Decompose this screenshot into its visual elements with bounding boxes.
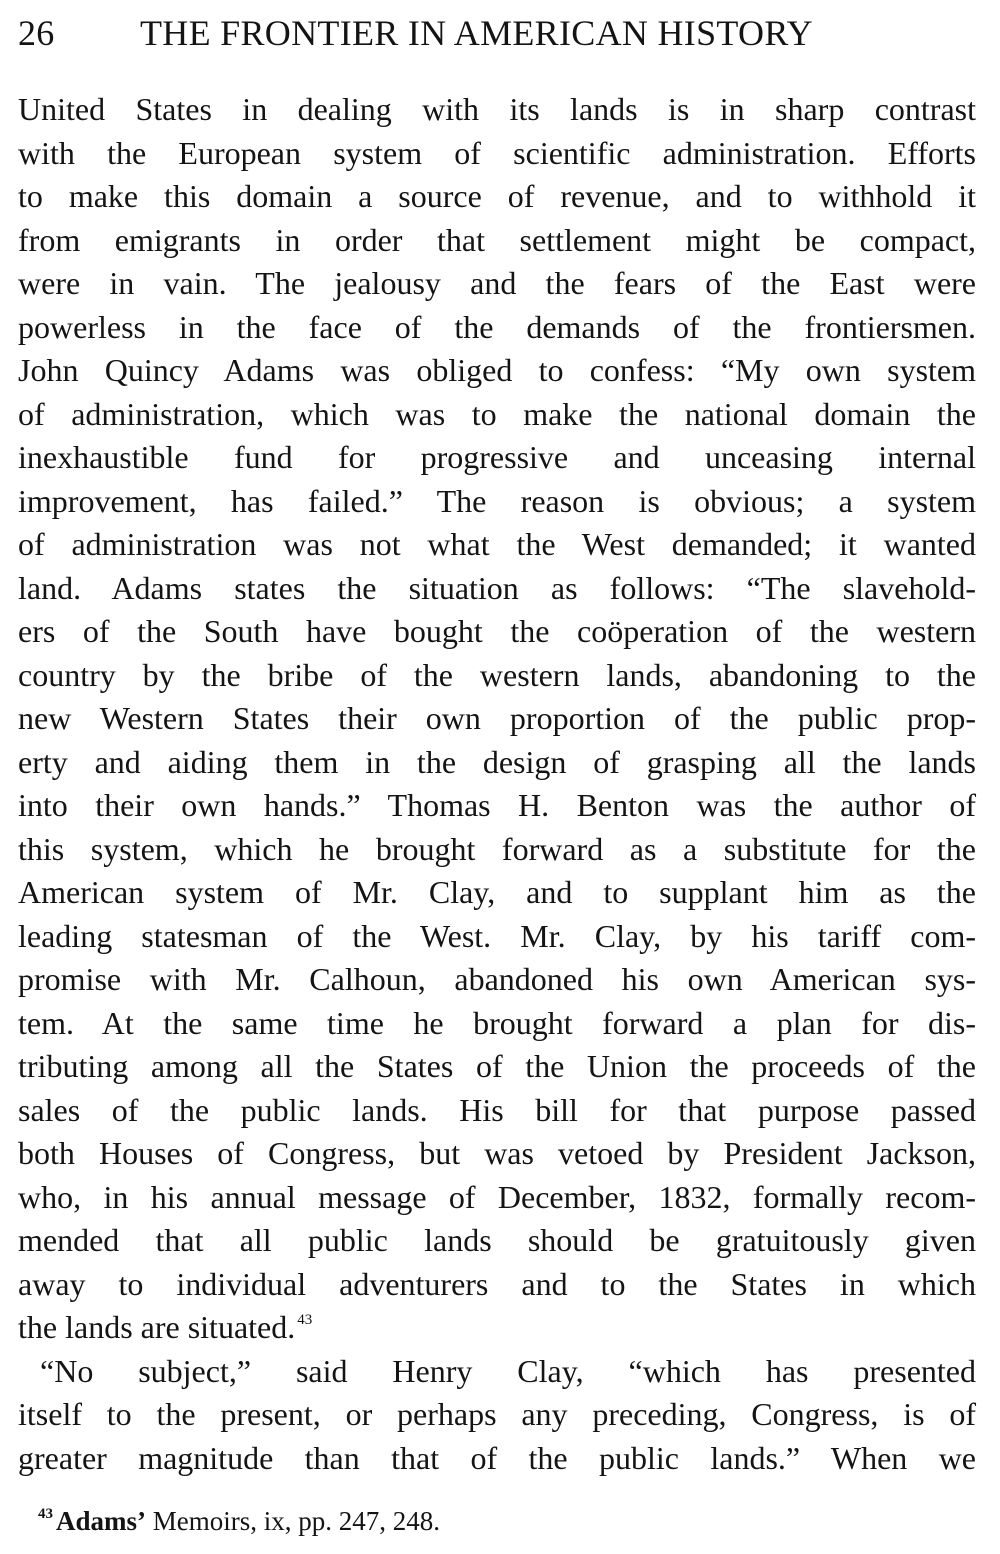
text-line: country by the bribe of the western lands, abandoning to the [18,656,976,693]
text-line: United States in dealing with its lands is in sharp contrast [18,91,976,127]
text-line: promise with Mr. Calhoun, abandoned his own American sys- [18,961,976,997]
text-line: greater magnitude than that of the public lands.” When we [18,1439,976,1476]
text-line: away to individual adventurers and to the States in which [18,1265,976,1302]
text-line: both Houses of Congress, but was vetoed by President Jackson, [18,1135,976,1171]
footnote [38,1504,440,1538]
paragraph-end-line [18,1306,363,1350]
text-line: “No subject,” said Henry Clay, “which has presented [40,1352,976,1389]
text-line: leading statesman of the West. Mr. Clay, by his tariff com- [18,917,976,954]
text-line: ers of the South have bought the coöperation of the western [18,613,976,649]
running-title: THE FRONTIER IN AMERICAN HISTORY [140,13,813,53]
text-line: from emigrants in order that settlement might be compact, [18,221,976,258]
text-line: inexhaustible fund for progressive and unceasing internal [18,439,976,475]
footnote-text: Memoirs, ix, pp. 247, 248. [146,1506,441,1536]
text-line: of administration was not what the West demanded; it wanted [18,526,976,562]
footnote-mark: 43 [38,1506,53,1522]
text-line: tributing among all the States of the Union the proceeds of the [18,1048,976,1084]
text-line: American system of Mr. Clay, and to supplant him as the [18,874,976,910]
footnote-author: Adams’ [56,1506,147,1536]
text-line: mended that all public lands should be gratuitously given [18,1222,976,1258]
text-line: tem. At the same time he brought forward a plan for dis- [18,1004,976,1041]
text-line: into their own hands.” Thomas H. Benton was the author of [18,787,976,823]
page-number: 26 [18,13,55,53]
body-text [18,88,976,1480]
text-line: powerless in the face of the demands of the frontiersmen. [18,308,976,345]
text-line: land. Adams states the situation as follows: “The slavehold- [18,569,976,606]
text-line: with the European system of scientific administration. Efforts [18,134,976,171]
text-line: erty and aiding them in the design of grasping all the lands [18,743,976,780]
text-line: this system, which he brought forward as a substitute for the [18,830,976,867]
text-line: improvement, has failed.” The reason is obvious; a system [18,482,976,519]
text-line: to make this domain a source of revenue, and to withhold it [18,178,976,214]
text-line: sales of the public lands. His bill for that purpose passed [18,1091,976,1128]
footnote-reference: 43 [297,1312,313,1328]
running-head [18,10,980,56]
text-line: itself to the present, or perhaps any preceding, Congress, is of [18,1396,976,1432]
text-line: who, in his annual message of December, 1832, formally recom- [18,1178,976,1215]
paragraph-end-text: the lands are situated. [18,1309,296,1345]
text-line: John Quincy Adams was obliged to confess: “My own system [18,352,976,388]
text-line: of administration, which was to make the national domain the [18,395,976,432]
text-line: were in vain. The jealousy and the fears of the East were [18,265,976,301]
text-line: new Western States their own proportion of the public prop- [18,700,976,736]
